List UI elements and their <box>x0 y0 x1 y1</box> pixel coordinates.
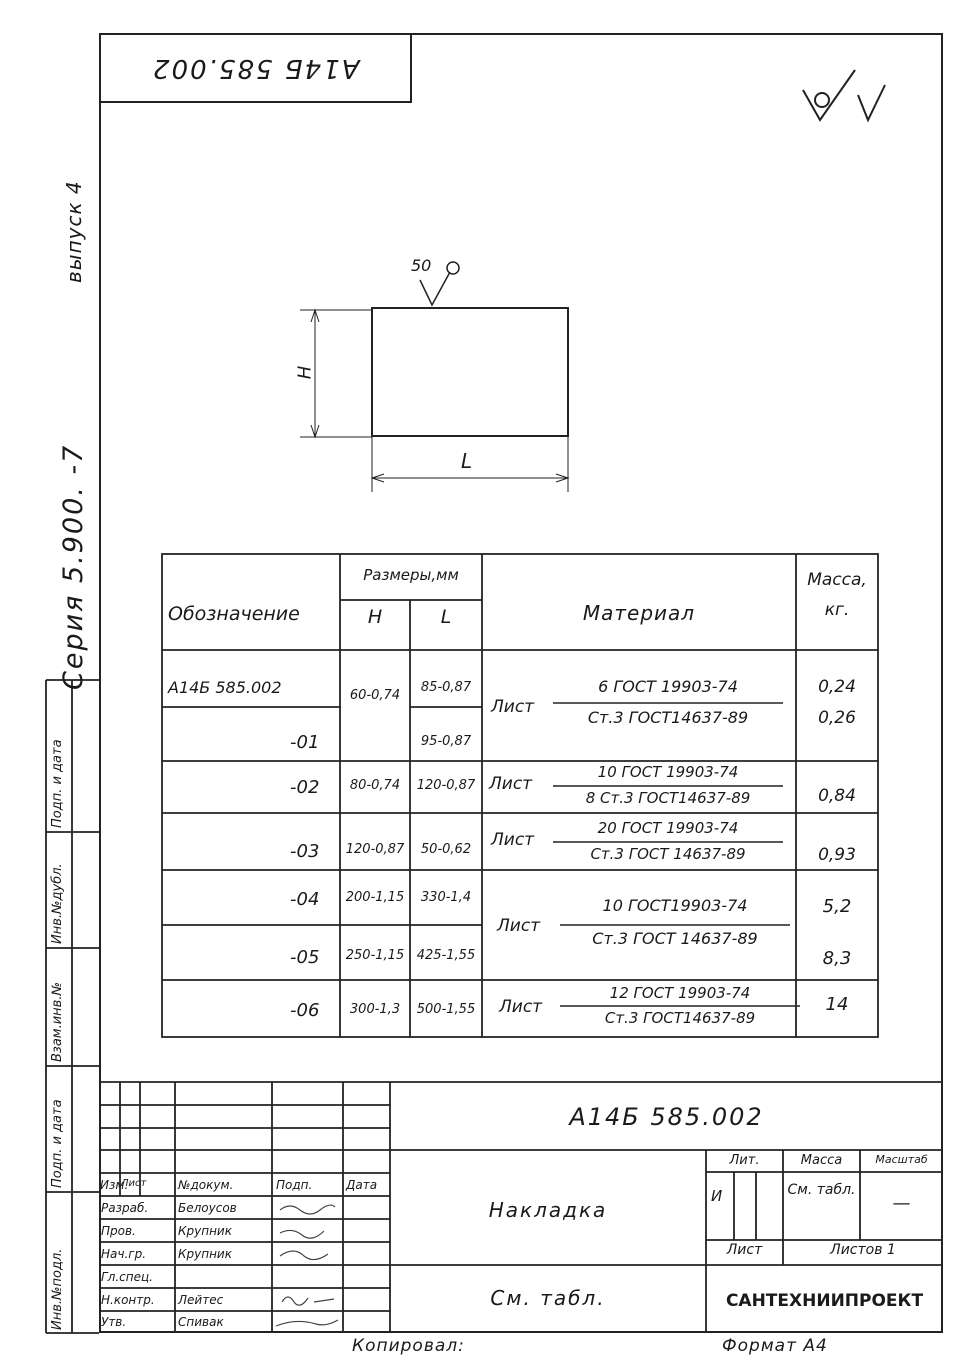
material-top: 10 ГОСТ 19903-74 <box>597 763 739 781</box>
row-designation: А14Б 585.002 <box>168 678 282 697</box>
header-l: L <box>440 606 452 628</box>
material-bottom: Ст.3 ГОСТ14637-89 <box>604 1009 756 1027</box>
stamp-vzam-inv: Взам.инв.№ <box>50 982 65 1062</box>
series-label: Серия 5.900. -7 <box>58 443 89 690</box>
material-bottom: 8 Ст.3 ГОСТ14637-89 <box>585 789 751 807</box>
roughness-value: 50 <box>411 256 432 275</box>
row-h: 250-1,15 <box>345 948 405 963</box>
title-block-code: А14Б 585.002 <box>569 1103 764 1131</box>
lit-value: И <box>711 1187 723 1205</box>
row-l: 425-1,55 <box>416 948 476 963</box>
stamp-inv-podl: Инв.№подл. <box>50 1248 65 1330</box>
material-top: 20 ГОСТ 19903-74 <box>597 819 739 837</box>
row-h: 80-0,74 <box>349 778 401 793</box>
row-mass: 5,2 <box>822 896 852 917</box>
row-l: 85-0,87 <box>420 680 472 695</box>
row-h: 120-0,87 <box>345 842 405 857</box>
row-h: 200-1,15 <box>345 890 405 905</box>
row-mass: 0,84 <box>818 786 856 806</box>
row-l: 50-0,62 <box>420 842 472 857</box>
rotated-doc-code: А14Б 585.002 <box>151 53 360 83</box>
material-top: 6 ГОСТ 19903-74 <box>598 677 738 696</box>
organization-name: САНТЕХНИИПРОЕКТ <box>725 1291 924 1311</box>
mass-header: Масса <box>800 1153 843 1168</box>
material-prefix: Лист <box>491 697 535 717</box>
col-change: Изм. <box>100 1178 129 1192</box>
row-mass: 0,24 <box>818 677 856 697</box>
scale-value: — <box>892 1193 911 1214</box>
row-l: 330-1,4 <box>420 890 472 905</box>
header-mass: Масса, кг. <box>807 570 867 620</box>
person-name: Крупник <box>178 1247 232 1261</box>
mass-value: См. табл. <box>787 1182 856 1198</box>
row-designation: -04 <box>290 889 320 910</box>
row-l: 500-1,55 <box>416 1002 476 1017</box>
part-name: Накладка <box>488 1198 608 1222</box>
role-label: Гл.спец. <box>101 1270 153 1284</box>
material-bottom: Ст.3 ГОСТ 14637-89 <box>590 845 746 863</box>
header-h: H <box>367 606 383 628</box>
row-designation: -02 <box>290 777 320 798</box>
dim-h-label: H <box>294 365 316 380</box>
material-bottom: Ст.3 ГОСТ14637-89 <box>587 708 749 727</box>
material-prefix: Лист <box>497 916 541 936</box>
header-designation: Обозначение <box>168 603 300 625</box>
row-mass: 14 <box>825 994 849 1015</box>
row-h: 300-1,3 <box>349 1002 401 1017</box>
roughness-general-icon <box>803 70 885 120</box>
person-name: Лейтес <box>178 1293 224 1307</box>
material-prefix: Лист <box>491 830 535 850</box>
person-name: Спивак <box>178 1315 224 1329</box>
dim-l-label: L <box>461 449 473 473</box>
lit-header: Лит. <box>729 1153 760 1168</box>
col-doc: №докум. <box>178 1178 234 1192</box>
copied-label: Копировал: <box>352 1336 465 1356</box>
material-prefix: Лист <box>489 774 533 794</box>
stamp-podp-data-2: Подп. и дата <box>50 739 65 828</box>
role-label: Нач.гр. <box>101 1247 147 1261</box>
material-top: 10 ГОСТ19903-74 <box>602 896 748 915</box>
col-sheet: Лист <box>121 1178 147 1189</box>
part-material: См. табл. <box>490 1286 606 1310</box>
col-date: Дата <box>346 1178 378 1192</box>
header-sizes: Размеры,мм <box>363 566 459 584</box>
row-h: 60-0,74 <box>349 688 401 703</box>
issue-label: выпуск 4 <box>62 180 86 283</box>
row-mass: 8,3 <box>822 948 852 969</box>
part-outline <box>372 308 568 436</box>
col-sign: Подп. <box>276 1178 313 1192</box>
role-label: Утв. <box>101 1315 127 1329</box>
person-name: Крупник <box>178 1224 232 1238</box>
sheets-label: Листов 1 <box>830 1242 896 1258</box>
row-mass: 0,26 <box>818 708 856 728</box>
material-prefix: Лист <box>499 997 543 1017</box>
sheet-label: Лист <box>726 1242 763 1258</box>
row-mass: 0,93 <box>818 845 856 865</box>
row-designation: -03 <box>290 841 320 862</box>
row-designation: -01 <box>290 732 320 753</box>
role-label: Пров. <box>101 1224 136 1238</box>
header-material: Материал <box>582 601 696 625</box>
role-label: Разраб. <box>101 1201 149 1215</box>
role-label: Н.контр. <box>101 1293 155 1307</box>
stamp-podp-data-1: Подп. и дата <box>50 1099 65 1188</box>
row-designation: -06 <box>290 1000 320 1021</box>
row-designation: -05 <box>290 947 320 968</box>
row-l: 120-0,87 <box>416 778 476 793</box>
stamp-inv-dubl: Инв.№дубл. <box>50 863 65 944</box>
person-name: Белоусов <box>178 1201 237 1215</box>
material-top: 12 ГОСТ 19903-74 <box>609 984 751 1002</box>
format-label: Формат А4 <box>722 1336 828 1356</box>
row-l: 95-0,87 <box>420 734 472 749</box>
scale-header: Масштаб <box>875 1153 928 1166</box>
material-bottom: Ст.3 ГОСТ 14637-89 <box>592 929 758 948</box>
